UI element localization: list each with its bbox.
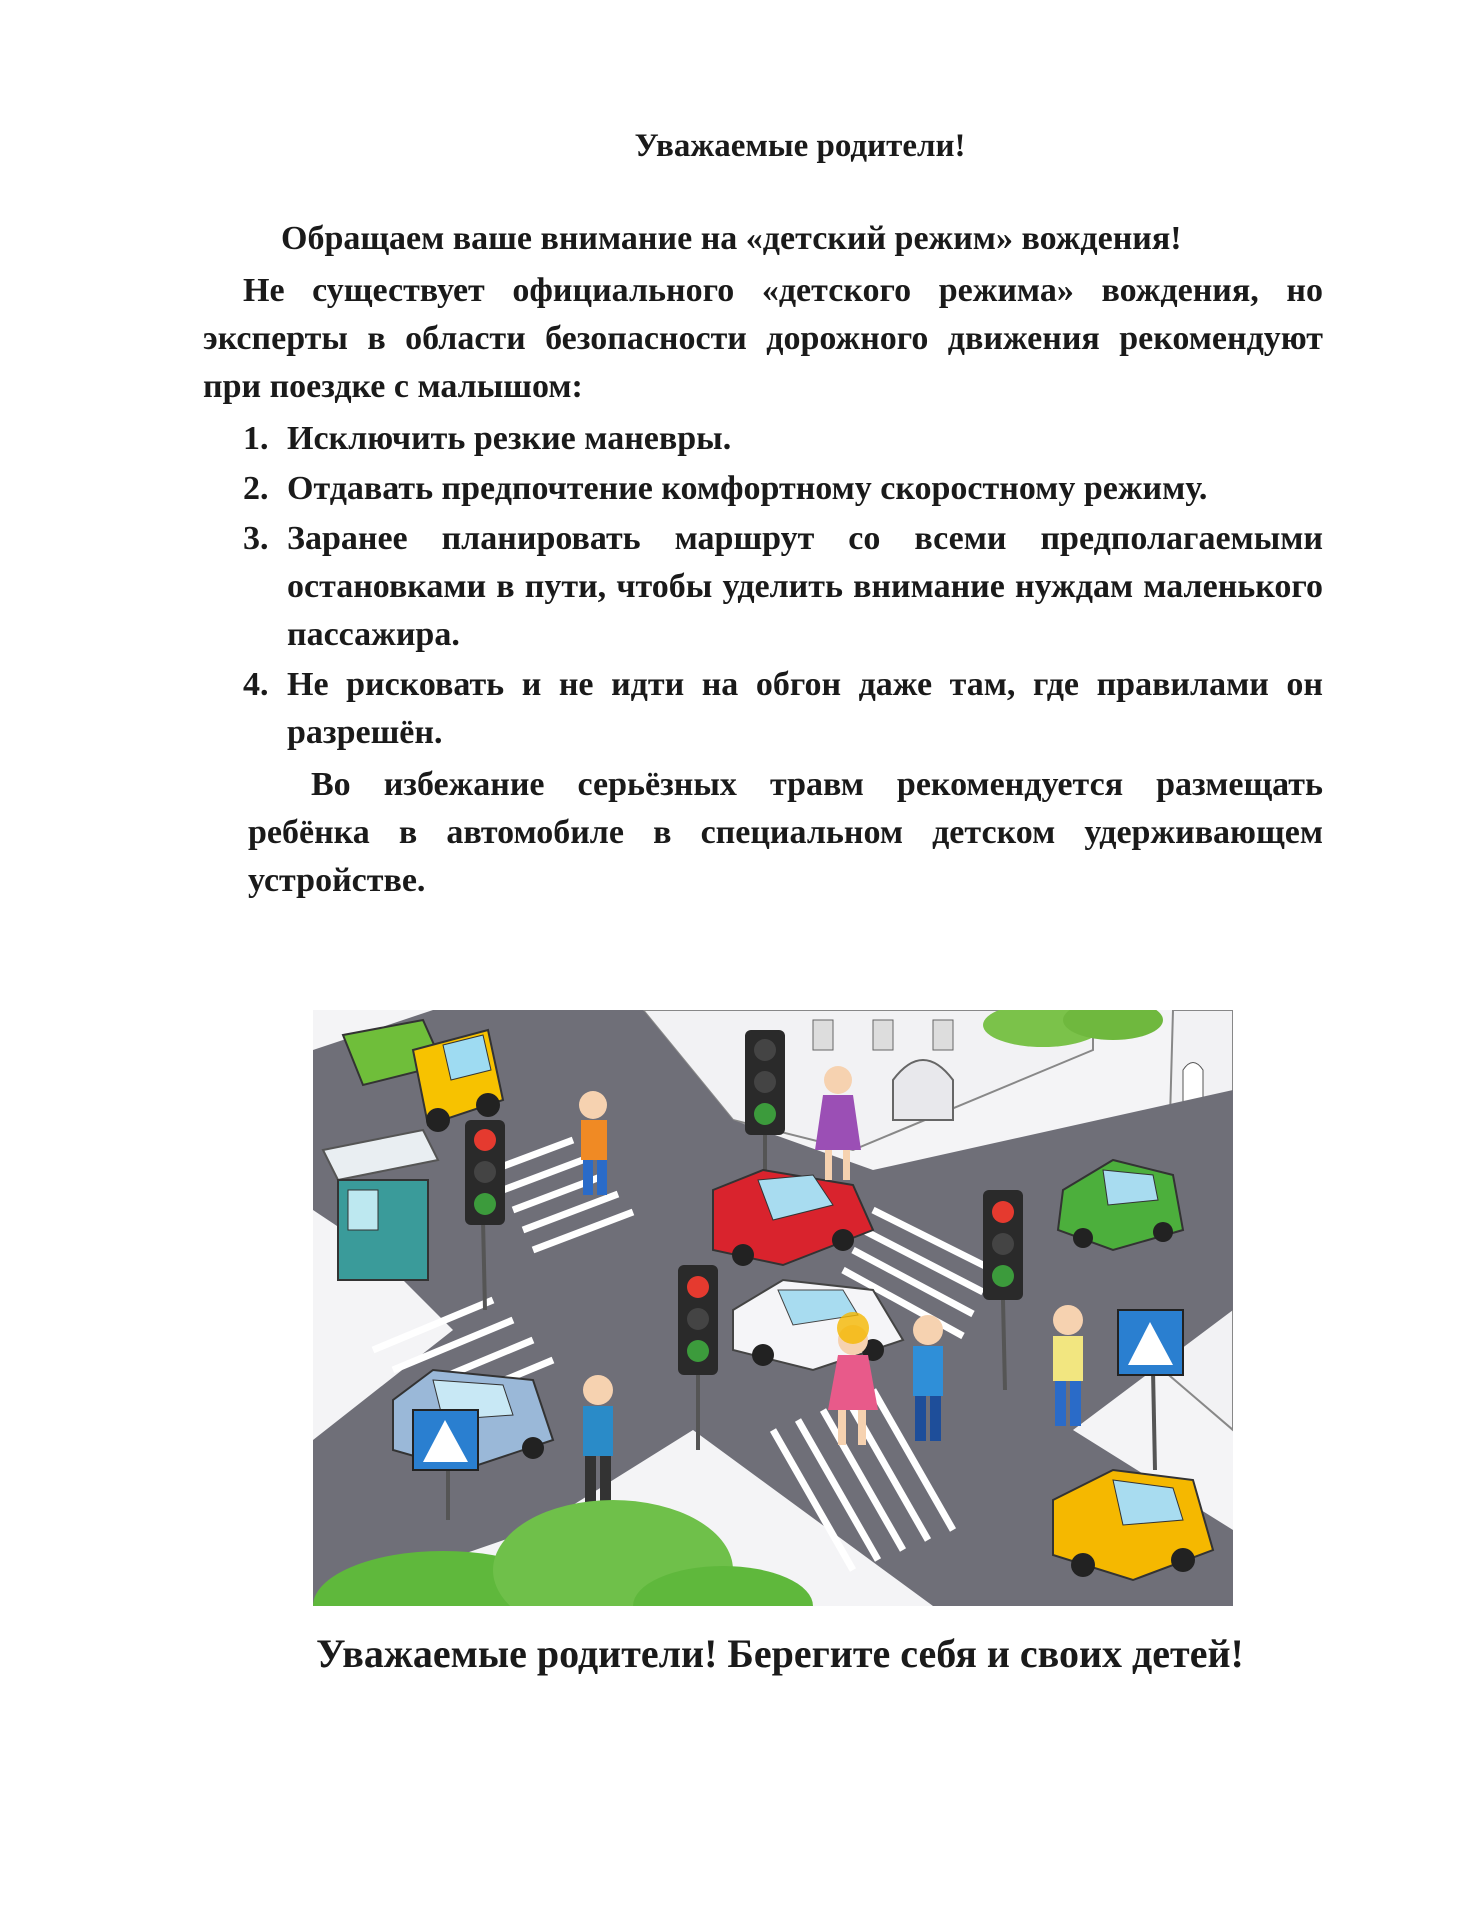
list-text: Не рисковать и не идти на обгон даже там, где правилами он разрешён.: [287, 666, 1323, 751]
page-title: Уважаемые родители!: [634, 128, 966, 164]
child-walking-top: [579, 1091, 607, 1195]
list-text: Заранее планировать маршрут со всеми предполагаемыми остановками в пути, чтобы уделить внимание нуждам маленького пассажира.: [287, 520, 1323, 653]
kiosk: [323, 1130, 438, 1280]
body-text: [203, 215, 1323, 905]
list-number: 3.: [243, 520, 269, 557]
list-item: [243, 465, 1323, 513]
list-text: Отдавать предпочтение комфортному скоростному режиму.: [287, 470, 1208, 507]
list-item: [243, 661, 1323, 757]
list-item: [243, 515, 1323, 659]
intro-paragraph: Обращаем ваше внимание на «детский режим» вождения!: [281, 220, 1182, 257]
list-number: 1.: [243, 420, 269, 457]
list-text: Исключить резкие маневры.: [287, 420, 732, 457]
experts-paragraph: Не существует официального «детского режима» вождения, но эксперты в области безопасности дорожного движения рекомендуют при поездке с малышом:: [203, 272, 1323, 405]
recommendation-list: [203, 415, 1323, 757]
list-number: 2.: [243, 470, 269, 507]
list-item: [243, 415, 1323, 463]
child-seat-note: Во избежание серьёзных травм рекомендуется размещать ребёнка в автомобиле в специальном детском удерживающем устройстве.: [248, 766, 1323, 899]
intersection-illustration: [313, 1010, 1233, 1606]
list-number: 4.: [243, 666, 269, 703]
closing-line: Уважаемые родители! Берегите себя и своих детей!: [316, 1631, 1244, 1676]
